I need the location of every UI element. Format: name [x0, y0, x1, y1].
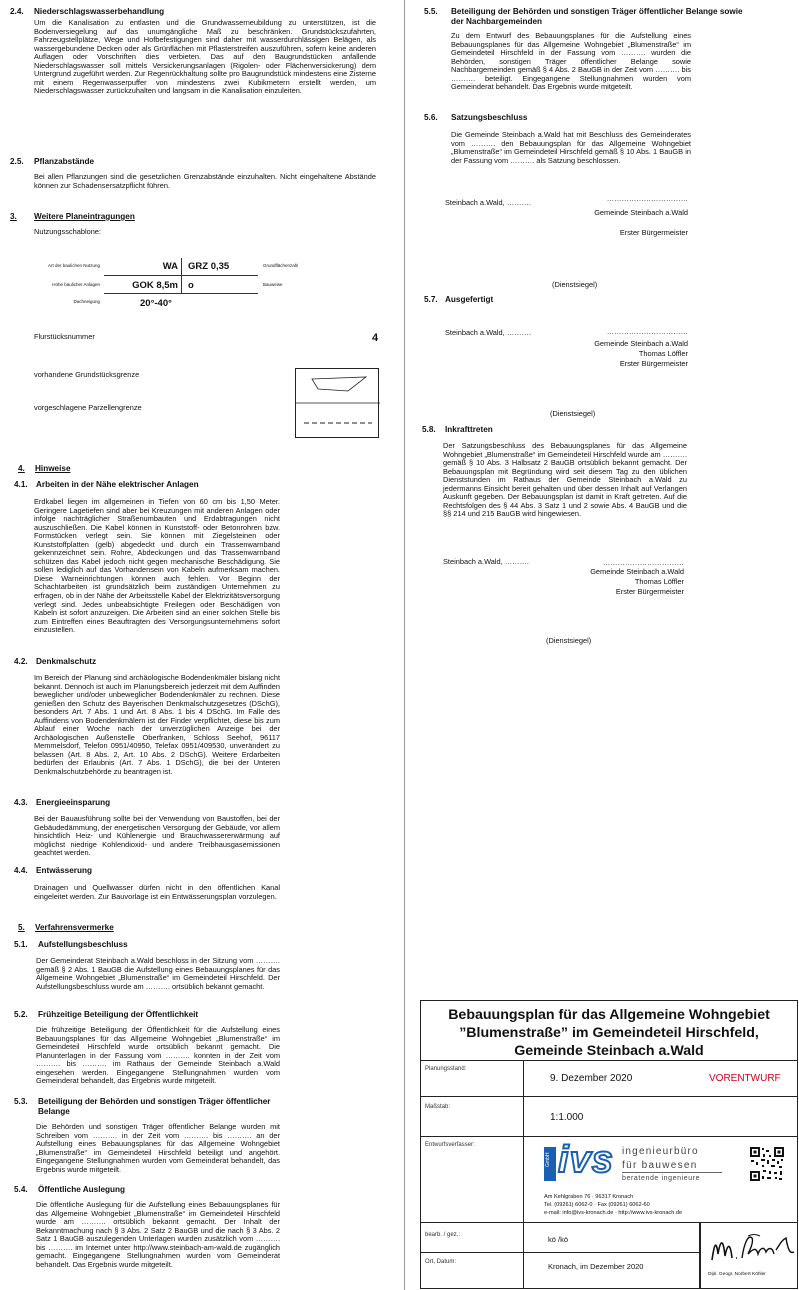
- section-number: 4.3.: [14, 798, 28, 807]
- sig-seal: (Dienstsiegel): [550, 409, 596, 418]
- section-number: 2.4.: [10, 7, 24, 16]
- schablone-gok: GOK 8,5m: [132, 280, 178, 291]
- schablone-label-grz: Grundflächenzahl: [263, 263, 299, 268]
- section-text: Die frühzeitige Beteiligung der Öffentlichkeit für die Aufstellung eines Bebauungsplanes für das Allgemeine Wohngebiet „Blumenstraße“ im Gemeindeteil Hirschfeld wurde ortsüblich bekannt gemacht. Die Planunterlagen in der Fassung vom ………. konnten in der Zeit vom ………. bis ………. im Rathaus der Gemeinde Steinbach a.Wald eingesehen werden. Eingegangene Stellungnahmen wurden vom Gemeinderat behandelt, das Ergebnis wurde mitgeteilt.: [36, 1025, 280, 1086]
- schablone-label-hoehe: Höhe baulicher Anlagen: [52, 282, 100, 287]
- section-number: 4.4.: [14, 866, 28, 875]
- grenze-vorhanden-label: vorhandene Grundstücksgrenze: [34, 370, 140, 379]
- section-title: Aufstellungsbeschluss: [38, 940, 128, 949]
- section-number: 5.6.: [424, 113, 438, 122]
- section-title: Frühzeitige Beteiligung der Öffentlichkeit: [38, 1010, 199, 1019]
- status-badge: VORENTWURF: [709, 1073, 781, 1084]
- ort-value: Kronach, im Dezember 2020: [548, 1262, 644, 1271]
- grenze-vorgeschlagen-label: vorgeschlagene Parzellengrenze: [34, 403, 142, 412]
- section-number: 5.7.: [424, 295, 438, 304]
- section-title: Beteiligung der Behörden und sonstigen Träger öffentlicher Belange sowie der Nachbargemeinden: [451, 7, 743, 26]
- ivs-logo: [544, 1139, 616, 1183]
- section-number: 5.8.: [422, 425, 436, 434]
- address-line2: Tel. (09261) 6062-0 · Fax (09261) 6062-60: [544, 1202, 650, 1208]
- section-text: Bei der Bauausführung sollte bei der Verwendung von Baustoffen, bei der Gebäudedämmung, der energetischen Versorgung der Gebäude, vor allem hinsichtlich Heiz- und Kühlenergie und Brauchwassererwärmung auf möglichst niedrige Kohlendioxid- und andere Treibhausgasemissionen geachtet werden.: [34, 814, 280, 858]
- sig-line2: Thomas Löffler: [634, 577, 684, 586]
- logo-text: ivs: [558, 1139, 614, 1181]
- section-title: Satzungsbeschluss: [451, 113, 528, 122]
- section-text: Drainagen und Quellwasser dürfen nicht in den öffentlichen Kanal eingeleitet werden. Zur Bauvorlage ist ein Entwässerungsplan vorzulegen.: [34, 883, 280, 901]
- sig-line3: Erster Bürgermeister: [619, 228, 688, 237]
- section-title: Pflanzabstände: [34, 157, 95, 166]
- logo-line2: für bauwesen: [622, 1160, 698, 1171]
- sig-dots: ……………………………: [606, 194, 688, 203]
- schablone-wa: WA: [162, 261, 178, 272]
- schablone-label: Nutzungsschablone:: [34, 227, 101, 236]
- section-title: Verfahrensvermerke: [35, 923, 114, 932]
- label-cell: [420, 1223, 524, 1253]
- section-text: Die Gemeinde Steinbach a.Wald hat mit Beschluss des Gemeinderates vom ………. den Bebauungsplan für das Allgemeine Wohngebiet „Blumenstraße“ im Gemeindeteil Hirschfeld gemäß § 10 Abs. 1 BauGB in der Fassung vom ………. als Satzung beschlossen.: [451, 130, 691, 165]
- schablone-divider: [181, 258, 182, 293]
- sig-place: Steinbach a.Wald, ……….: [445, 328, 531, 337]
- column-divider: [404, 0, 405, 1290]
- section-text: Zu dem Entwurf des Bebauungsplanes für die Aufstellung eines Bebauungsplanes für das Allgemeine Wohngebiet „Blumenstraße“ im Gemeindeteil Hirschfeld in der Fassung vom ………. wurden die Behörden, sonstigen Träger öffentlicher Belange sowie Nachbargemeinden gemäß § 4 Abs. 2 BauGB in der Zeit vom ………. bis ………. beteiligt. Eingegangene Stellungnahmen wurden vom Gemeinderat behandelt. Das Ergebnis wurde mitgeteilt.: [451, 31, 691, 92]
- signature-caption: Dipl. Geogr. Norbert Köhler: [708, 1272, 766, 1277]
- sig-dots: ……………………………: [606, 327, 688, 336]
- section-number: 5.5.: [424, 7, 438, 16]
- schablone-grz: GRZ 0,35: [188, 261, 230, 272]
- schablone-label-bauweise: Bauweise: [263, 282, 283, 287]
- schablone-label-art: Art der baulichen Nutzung: [47, 263, 100, 268]
- section-number: 4.: [18, 464, 25, 473]
- logo-line1: ingenieurbüro: [622, 1146, 699, 1157]
- legend-box: [295, 368, 379, 438]
- sig-seal: (Dienstsiegel): [546, 636, 592, 645]
- flurstueck-label: Flurstücksnummer: [34, 332, 95, 341]
- section-number: 5.4.: [14, 1185, 28, 1194]
- plan-title-line3: Gemeinde Steinbach a.Wald: [514, 1043, 704, 1059]
- address-line1: Am Kehlgraben 76 · 96317 Kronach: [544, 1194, 634, 1200]
- section-text: Die öffentliche Auslegung für die Aufstellung eines Bebauungsplanes für das Allgemeine Wohngebiet „Blumenstraße“ im Gemeindeteil Hirschfeld wurde am ………. ortsüblich bekannt gemacht. Der Inhalt der Bekanntmachung nach § 3 Abs. 2 Satz 2 BauGB und die nach § 3 Abs. 2 Satz 1 BauGB auszulegenden Unterlagen wurden zusätzlich vom ………. bis ………. im Internet unter http://www.steinbach-am-wald.de zugänglich gemacht. Eingegangene Stellungnahmen wurden vom Gemeinderat behandelt. Das Ergebnis wurde mitgeteilt.: [36, 1200, 280, 1269]
- section-text: Der Gemeinderat Steinbach a.Wald beschloss in der Sitzung vom ………. gemäß § 2 Abs. 1 BauGB die Aufstellung eines Bebauungsplanes für das Allgemeine Wohngebiet „Blumenstraße“ im Gemeindeteil Hirschfeld. Der Aufstellungsbeschluss wurde am ………. ortsüblich bekannt gemacht.: [36, 956, 280, 991]
- bearb-label: bearb. / gez.:: [425, 1232, 461, 1238]
- sig-line1: Gemeinde Steinbach a.Wald: [594, 208, 688, 217]
- sig-line1: Gemeinde Steinbach a.Wald: [594, 339, 688, 348]
- section-title: Entwässerung: [36, 866, 92, 875]
- section-title: Beteiligung der Behörden und sonstigen Träger öffentlicher Belange: [38, 1097, 271, 1116]
- section-title: Energieeinsparung: [36, 798, 111, 807]
- section-text: Die Behörden und sonstigen Träger öffentlicher Belange wurden mit Schreiben vom ………. in der Zeit vom ………. bis ………. an der Aufstellung eines Bebauungsplanes für das Allgemeine Wohngebiet „Blumenstraße“ im Gemeindeteil Hirschfeld beteiligt und angehört. Eingegangene Stellungnahmen wurden vom Gemeinderat behandelt, das Ergebnis wurde mitgeteilt.: [36, 1122, 280, 1174]
- logo-gmbh: GmbH: [545, 1152, 551, 1167]
- section-number: 4.1.: [14, 480, 28, 489]
- section-title: Öffentliche Auslegung: [38, 1185, 126, 1194]
- existing-boundary-symbol: [312, 377, 366, 391]
- verfasser-label: Entwurfsverfasser:: [425, 1142, 475, 1148]
- sig-line1: Gemeinde Steinbach a.Wald: [590, 567, 684, 576]
- section-number: 4.2.: [14, 657, 28, 666]
- ort-label: Ort, Datum:: [425, 1259, 457, 1265]
- logo-rule: [622, 1172, 722, 1173]
- grenze-symbols: [296, 369, 380, 439]
- sig-line2: Thomas Löffler: [638, 349, 688, 358]
- planungsstand-label: Planungsstand:: [425, 1066, 467, 1072]
- section-title: Weitere Planeintragungen: [34, 212, 135, 221]
- value-cell: [524, 1253, 700, 1289]
- section-number: 5.: [18, 923, 25, 932]
- logo-line3: beratende ingenieure: [622, 1175, 701, 1182]
- sig-line3: Erster Bürgermeister: [619, 359, 688, 368]
- sig-seal: (Dienstsiegel): [552, 280, 598, 289]
- title-block-header: [420, 1000, 798, 1061]
- massstab-label: Maßstab:: [425, 1104, 451, 1110]
- section-title: Ausgefertigt: [445, 295, 494, 304]
- planungsstand-date: 9. Dezember 2020: [550, 1073, 633, 1084]
- sig-dots: ……………………………: [602, 558, 684, 567]
- section-title: Hinweise: [35, 464, 71, 473]
- schablone-label-dach: Dachneigung: [73, 299, 100, 304]
- sig-line3: Erster Bürgermeister: [615, 587, 684, 596]
- address-line3: e-mail: info@ivs-kronach.de · http://www.ivs-kronach.de: [544, 1210, 683, 1216]
- label-cell: [420, 1137, 524, 1223]
- schablone-bauweise: o: [188, 280, 194, 291]
- schablone-dachneigung: 20°-40°: [140, 298, 172, 309]
- handwritten-signature: [708, 1228, 796, 1268]
- sig-place: Steinbach a.Wald, ……….: [445, 198, 531, 207]
- section-number: 5.2.: [14, 1010, 28, 1019]
- plan-title-line1: Bebauungsplan für das Allgemeine Wohngebiet: [448, 1007, 770, 1023]
- section-number: 3.: [10, 212, 17, 221]
- qr-code-icon: [749, 1146, 785, 1182]
- section-title: Arbeiten in der Nähe elektrischer Anlagen: [36, 480, 199, 489]
- section-title: Denkmalschutz: [36, 657, 97, 666]
- plan-title-line2: ”Blumenstraße” im Gemeindeteil Hirschfeld,: [459, 1025, 759, 1041]
- section-title: Inkrafttreten: [445, 425, 493, 434]
- section-number: 5.3.: [14, 1097, 28, 1106]
- section-number: 2.5.: [10, 157, 24, 166]
- section-number: 5.1.: [14, 940, 28, 949]
- section-text: Bei allen Pflanzungen sind die gesetzlichen Grenzabstände einzuhalten. Nicht eingehaltene Abstände können zur Schadensersatzpflicht führen.: [34, 172, 376, 190]
- massstab-value: 1:1.000: [550, 1112, 584, 1123]
- flurstueck-number: 4: [372, 332, 379, 344]
- section-title: Niederschlagswasserbehandlung: [34, 7, 165, 16]
- section-text: Um die Kanalisation zu entlasten und die Grundwasserneubildung zu unterstützen, ist die Bodenversiegelung auf das unumgängliche Maß zu beschränken. Grundstückszufahrten, Fahrzeugstellplätze, Wege und Hofbefestigungen sind daher mit wasserdurchlässigen Belägen, als wassergebundene Decken oder als Grünflächen mit Pflasterstreifen auszuführen, sofern keine anderen Auflagen oder Vorschriften dies verbieten. Das auf den Baugrundstücken anfallende Niederschlagswasser soll mittels Versickerungsanlagen (Rigolen- oder Flächenversickerung) dem Untergrund zugeführt werden. Zur Regenrückhaltung sollte pro Baugrundstück mindestens eine Zisterne mit einem Regenwasserpuffer von mindestens zwei Kubikmetern erstellt werden, um Niederschlagswasser zurückzuhalten und langsam in die Kanalisation einzuleiten.: [34, 18, 376, 96]
- section-text: Im Bereich der Planung sind archäologische Bodendenkmäler bislang nicht bekannt. Dennoch ist auch im Planungsbereich jederzeit mit dem Auffinden beweglicher und/oder unbeweglicher Bodendenkmäler zu rechnen. Diese genießen den Schutz des Bayerischen Denkmalschutzgesetzes (DSchG), besonders Art. 7 Abs. 1 und Art. 8 Abs. 1 bis 4 DSchG. Im Falle des Auffindens von Bodendenkmälern ist der Finder verpflichtet, diese bis zum Ablauf einer Woche nach der unverzüglichen Anzeige bei der Archäologischen Außenstelle Oberfranken, Schloss Seehof, 96117 Memmelsdorf, Telefon 0951/40950, Telefax 0951/409530, unverändert zu belassen (Art. 8 Abs. 2, Art. 10 Abs. 2 DSchG). Weitere Erdarbeiten bedürfen der Erlaubnis (Art. 7 Abs. 1 DSchG), die bei der Unteren Denkmalschutzbehörde zu beantragen ist.: [34, 673, 280, 777]
- schablone-line: [104, 293, 258, 294]
- label-cell: [420, 1097, 524, 1137]
- section-text: Der Satzungsbeschluss des Bebauungsplanes für das Allgemeine Wohngebiet „Blumenstraße“ im Gemeindeteil Hirschfeld wurde am ………. gemäß § 10 Abs. 3 Halbsatz 2 BauGB ortsüblich bekannt gemacht. Der Bebauungsplan mit Begründung wird seit diesem Tag zu den üblichen Dienststunden im Rathaus der Gemeinde Steinbach a.Wald zu jedermanns Einsicht bereit gehalten und über dessen Inhalt auf Verlangen Auskunft gegeben. Der Bebauungsplan ist damit in Kraft getreten. Auf die Rechtsfolgen des § 44 Abs. 3 Satz 1 und 2 sowie Abs. 4 BauGB und die §§ 214 und 215 BauGB wird hingewiesen.: [443, 441, 687, 519]
- section-text: Erdkabel liegen im allgemeinen in Tiefen von 60 cm bis 1,50 Meter. Geringere Lagetiefen sind aber bei Kreuzungen mit anderen Anlagen oder infolge nachträglicher Straßenumbauten und Erdabtragungen nicht auszuschließen. Die Kabel können in Kunststoff- oder Betonrohren bzw. Formstücken verlegt sein. Sie können mit Ziegelsteinen oder Kunststoffplatten (gelb) abgedeckt und durch ein Trassenwarnband gekennzeichnet sein. Rohre, Abdeckungen und das Trassenwarnband schützen das Kabel jedoch nicht gegen mechanische Beschädigung. Sie sollen lediglich auf das Vorhandensein von Kabeln aufmerksam machen. Diese Warneinrichtungen können auch fehlen. Vor Beginn der Schachtarbeiten ist grundsätzlich beim zuständigen Unternehmen zu erfragen, ob in der Nähe der Arbeitsstelle Kabel der Elektrizitätsversorgung verlegt sind. Jedes unbeabsichtigte Freilegen oder Beschädigen von Kabeln ist sofort anzuzeigen. Die Arbeiten sind an einer solchen Stelle bis zum Eintreffen eines Beauftragten des Versorgungsunternehmens sofort einzustellen.: [34, 497, 280, 635]
- bearb-value: kö /kö: [548, 1235, 569, 1244]
- sig-place: Steinbach a.Wald, ……….: [443, 557, 529, 566]
